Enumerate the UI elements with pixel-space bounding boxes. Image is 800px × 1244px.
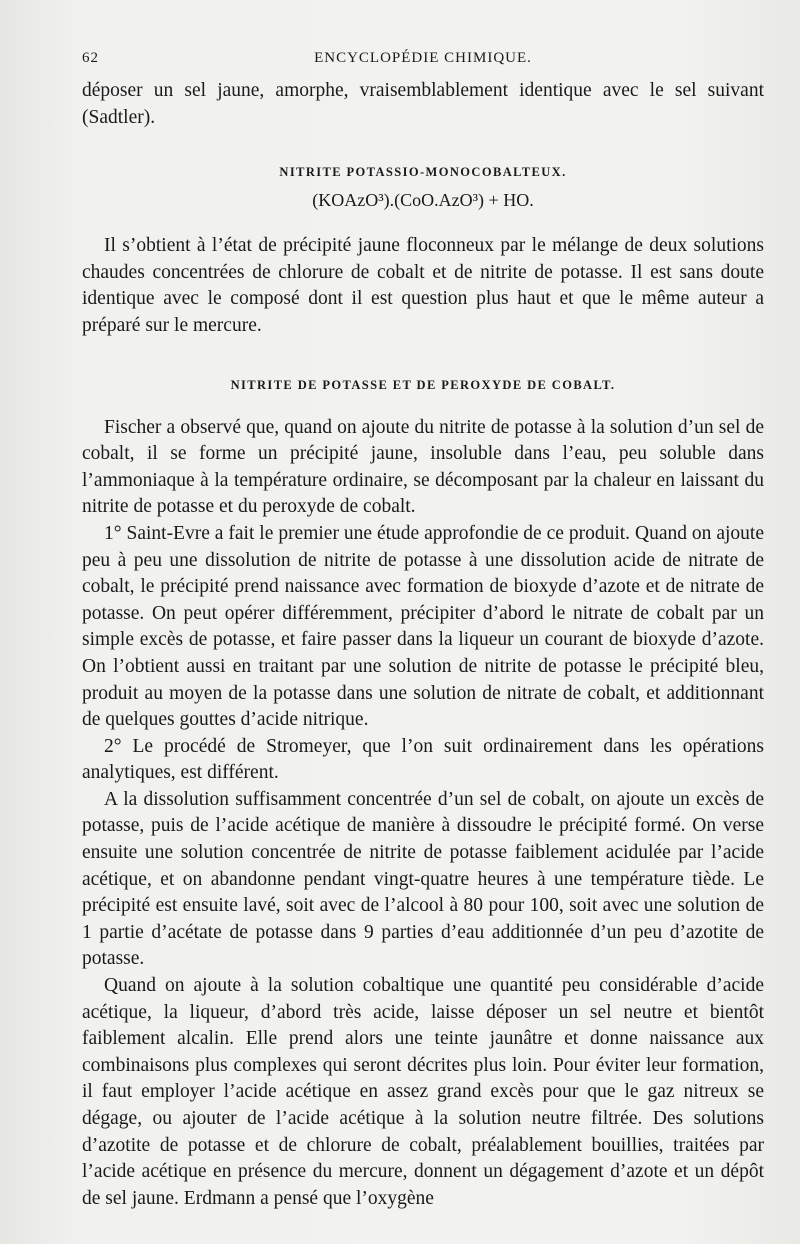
section2-paragraph-4: A la dissolution suffisamment concentrée d’un sel de cobalt, on ajoute un excès de potasse, puis de l’acide acétique de manière à dissoudre le précipité formé. On verse ensuite une solution concentrée de nitrite de potasse faiblement acidulée par l’acide acétique, et on abandonne pendant vingt-quatre heures à une température tiède. Le précipité est ensuite lavé, soit avec de l’alcool à 80 pour 100, soit avec une solution de 1 partie d’acétate de potasse dans 9 parties d’eau additionnée d’un peu d’azotite de potasse. bbox=[82, 788, 764, 970]
chemical-formula: (KOAzO³).(CoO.AzO³) + HO. bbox=[312, 190, 534, 211]
section2-paragraph-3: 2° Le procédé de Stromeyer, que l’on suit ordinairement dans les opérations analytiques, est différent. bbox=[82, 735, 764, 784]
section2-paragraph-2: 1° Saint-Evre a fait le premier une étude approfondie de ce produit. Quand on ajoute peu à peu une dissolution de nitrite de potasse à une dissolution acide de nitrate de cobalt, le précipité prend naissance avec formation de bioxyde d’azote et de nitrate de potasse. On peut opérer différemment, précipiter d’abord le nitrate de cobalt par un simple excès de potasse, et faire passer dans la liqueur un courant de bioxyde d’azote. On l’obtient aussi en traitant par une solution de nitrite de potasse le précipité bleu, produit au moyen de la potasse dans une solution de nitrate de cobalt, et additionnant de quelques gouttes d’acide nitrique. bbox=[82, 522, 764, 731]
intro-paragraph: déposer un sel jaune, amorphe, vraisemblablement identique avec le sel suivant (Sadtler). bbox=[82, 80, 764, 128]
section-heading-nitrite-peroxyde-cobalt: NITRITE DE POTASSE ET DE PEROXYDE DE COBALT. bbox=[230, 377, 616, 392]
section-heading-nitrite-potassio-monocobalteux: NITRITE POTASSIO-MONOCOBALTEUX. bbox=[279, 165, 567, 180]
running-title: ENCYCLOPÉDIE CHIMIQUE. bbox=[314, 50, 532, 66]
section2-paragraph-5: Quand on ajoute à la solution cobaltique une quantité peu considérable d’acide acétique, la liqueur, d’abord très acide, laisse déposer un sel neutre et bientôt faiblement alcalin. Elle prend alors une teinte jaunâtre et donne naissance aux combinaisons plus complexes qui seront décrites plus loin. Pour éviter leur formation, il faut employer l’acide acétique en assez grand excès pour que le gaz nitreux se dégage, ou ajouter de l’acide acétique à la solution neutre filtrée. Des solutions d’azotite de potasse et de chlorure de cobalt, préalablement bouillies, traitées par l’acide acétique en présence du mercure, donnent un dégagement d’azote et un dépôt de sel jaune. Erdmann a pensé que l’oxygène bbox=[82, 975, 764, 1209]
section1-paragraph: Il s’obtient à l’état de précipité jaune floconneux par le mélange de deux solutions chaudes concentrées de chlorure de cobalt et de nitrite de potasse. Il est sans doute identique avec le composé dont il est question plus haut et que le même auteur a préparé sur le mercure. bbox=[82, 235, 764, 336]
section2-paragraph-1: Fischer a observé que, quand on ajoute du nitrite de potasse à la solution d’un sel de cobalt, il se forme un précipité jaune, insoluble dans l’eau, peu soluble dans l’ammoniaque à la température ordinaire, se décomposant par la chaleur en laissant du nitrite de potasse et du peroxyde de cobalt. bbox=[82, 416, 764, 518]
page-number: 62 bbox=[82, 50, 99, 66]
page-header bbox=[82, 50, 764, 78]
